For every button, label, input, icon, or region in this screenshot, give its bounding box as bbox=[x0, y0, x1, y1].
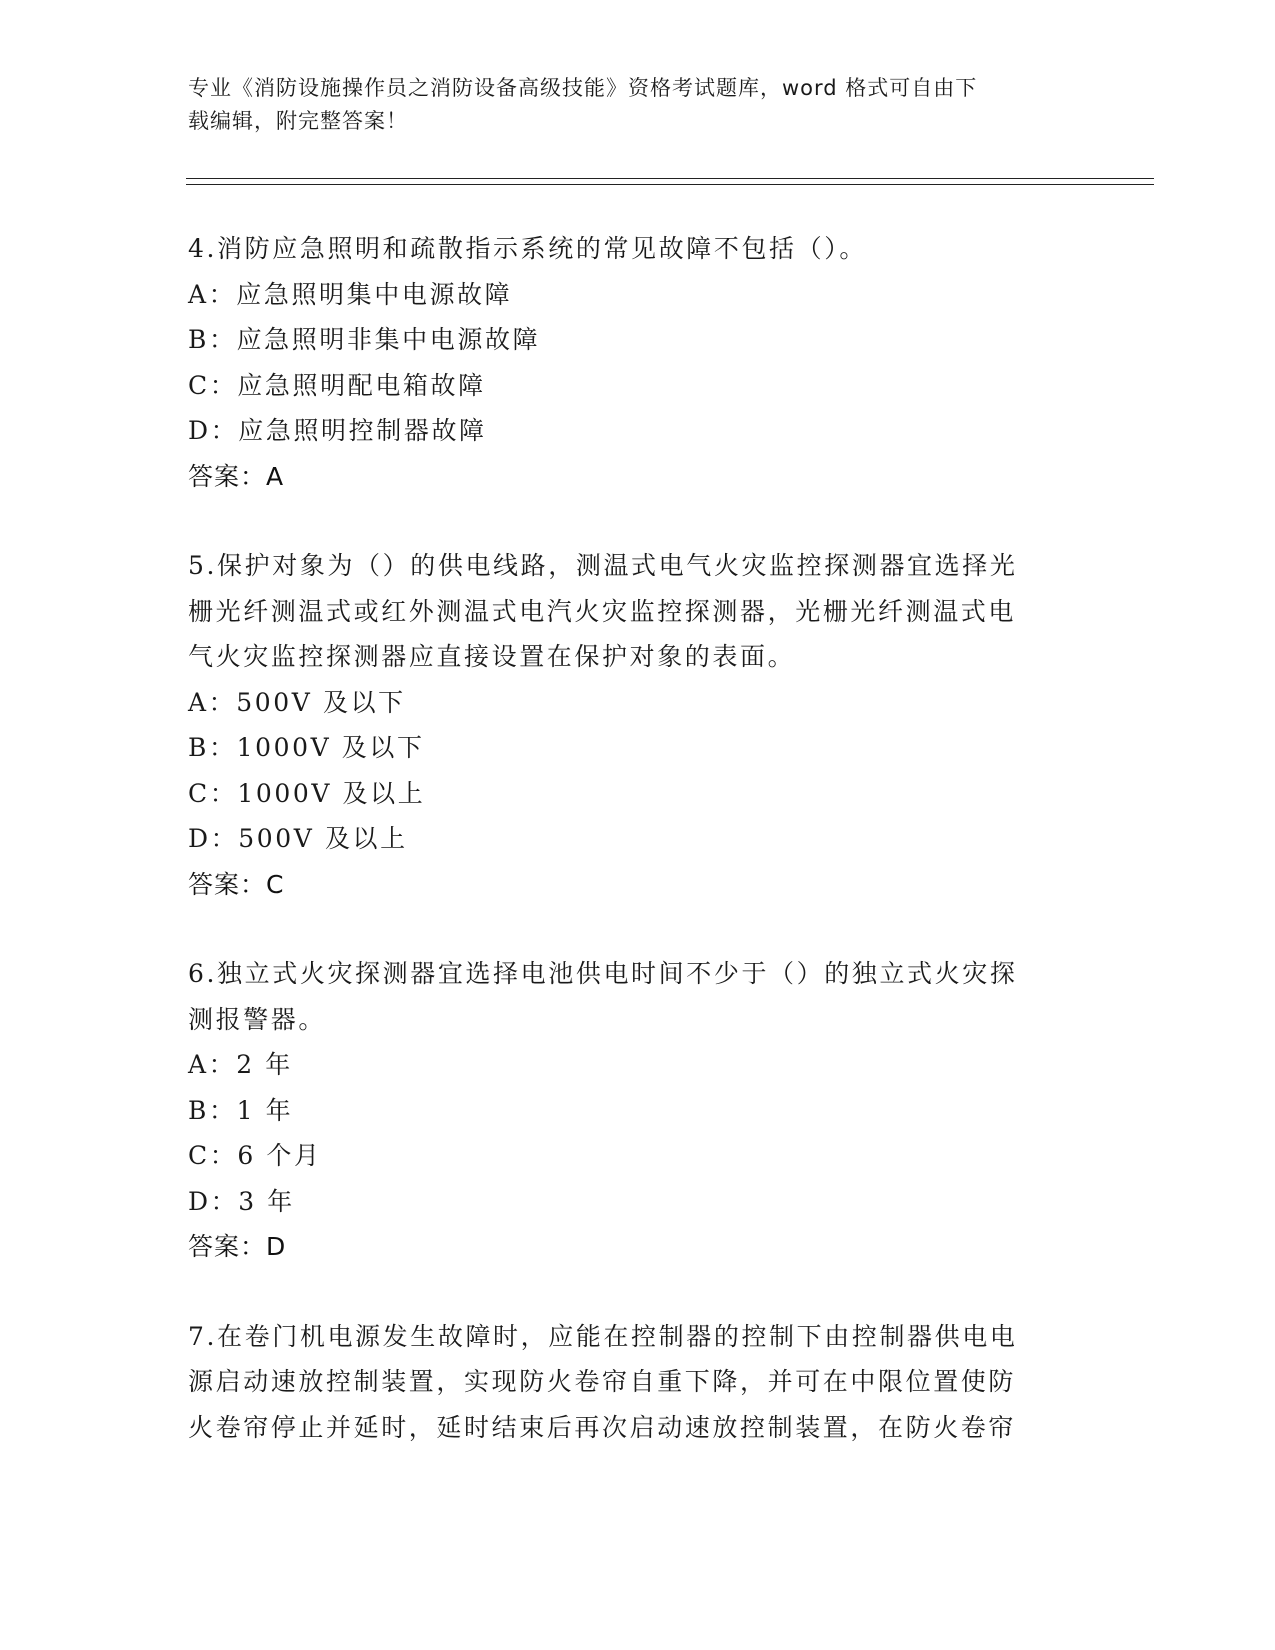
question-stem: 源启动速放控制装置，实现防火卷帘自重下降，并可在中限位置使防 bbox=[188, 1367, 1017, 1396]
question-stem: 气火灾监控探测器应直接设置在保护对象的表面。 bbox=[188, 642, 796, 671]
question-stem: 测报警器。 bbox=[188, 1004, 327, 1034]
question-stem: 栅光纤测温式或红外测温式电汽火灾监控探测器，光栅光纤测温式电 bbox=[188, 596, 1017, 626]
option-d: D：3 年 bbox=[188, 1186, 295, 1216]
option-c: C：6 个月 bbox=[188, 1141, 322, 1170]
answer-line: 答案：A bbox=[188, 461, 285, 491]
option-a: A：500V 及以下 bbox=[188, 687, 406, 717]
question-7 bbox=[188, 1314, 1068, 1451]
header-line-2: 载编辑，附完整答案！ bbox=[188, 109, 408, 133]
question-stem: 6.独立式火灾探测器宜选择电池供电时间不少于（）的独立式火灾探 bbox=[188, 959, 1018, 988]
option-a: A：2 年 bbox=[188, 1050, 293, 1079]
question-6 bbox=[188, 951, 1068, 1270]
header-rule-bottom bbox=[186, 184, 1154, 185]
option-d: D：500V 及以上 bbox=[188, 824, 408, 853]
question-stem: 5.保护对象为（）的供电线路，测温式电气火灾监控探测器宜选择光 bbox=[188, 551, 1018, 580]
header-rule-top bbox=[186, 178, 1154, 179]
answer-line: 答案：C bbox=[188, 869, 285, 899]
option-b: B：应急照明非集中电源故障 bbox=[188, 325, 541, 354]
option-d: D：应急照明控制器故障 bbox=[188, 416, 487, 445]
question-stem: 火卷帘停止并延时，延时结束后再次启动速放控制装置，在防火卷帘 bbox=[188, 1412, 1017, 1442]
question-4 bbox=[188, 226, 1068, 499]
option-c: C：应急照明配电箱故障 bbox=[188, 370, 486, 400]
option-b: B：1 年 bbox=[188, 1095, 294, 1125]
answer-line: 答案：D bbox=[188, 1232, 287, 1261]
document-header bbox=[188, 72, 1068, 138]
question-stem: 4.消防应急照明和疏散指示系统的常见故障不包括（）。 bbox=[188, 234, 867, 263]
option-c: C：1000V 及以上 bbox=[188, 778, 426, 808]
option-a: A：应急照明集中电源故障 bbox=[188, 279, 513, 309]
question-list bbox=[188, 226, 1068, 1494]
question-stem: 7.在卷门机电源发生故障时，应能在控制器的控制下由控制器供电电 bbox=[188, 1321, 1018, 1351]
option-b: B：1000V 及以下 bbox=[188, 733, 425, 762]
question-5 bbox=[188, 543, 1068, 907]
header-line-1: 专业《消防设施操作员之消防设备高级技能》资格考试题库，word 格式可自由下 bbox=[188, 76, 978, 100]
